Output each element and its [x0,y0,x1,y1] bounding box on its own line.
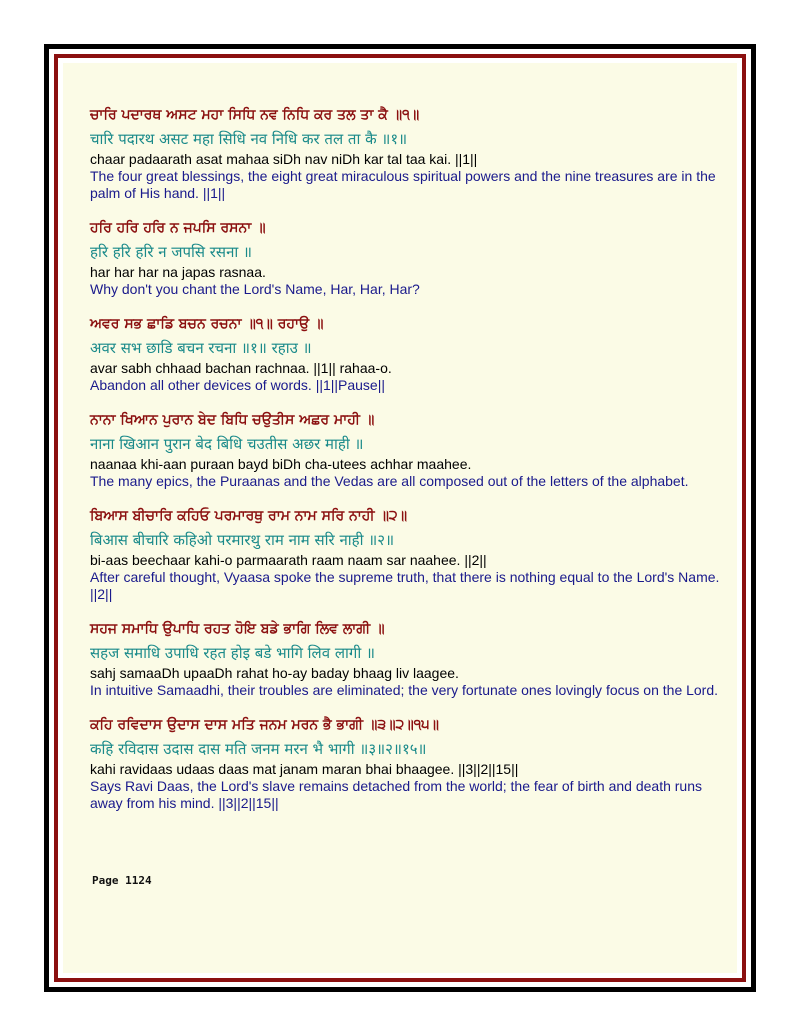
transliteration-line: avar sabh chhaad bachan rachnaa. ||1|| rahaa-o. [90,360,392,376]
verse-block [90,506,730,603]
english-translation: Says Ravi Daas, the Lord's slave remains detached from the world; the fear of birth and death runs away from his mind. ||3||2||15|| [90,778,702,811]
page-frame-gap-inner [58,58,742,978]
page-frame-inner [54,54,746,982]
english-translation: The four great blessings, the eight great miraculous spiritual powers and the nine treasures are in the palm of His hand. ||1|| [90,168,716,201]
gurmukhi-line: ਨਾਨਾ ਖਿਆਨ ਪੁਰਾਨ ਬੇਦ ਬਿਧਿ ਚਉਤੀਸ ਅਛਰ ਮਾਹੀ ॥ [90,412,375,428]
page-paper [63,63,737,973]
verse-block [90,715,730,812]
english-translation: Why don't you chant the Lord's Name, Har, Har, Har? [90,281,420,297]
verse-block [90,105,730,202]
english-translation: Abandon all other devices of words. ||1||Pause|| [90,377,385,393]
hindi-line: बिआस बीचारि कहिओ परमारथु राम नाम सरि नाही ॥२॥ [90,531,395,549]
gurmukhi-line: ਸਹਜ ਸਮਾਧਿ ਉਪਾਧਿ ਰਹਤ ਹੋਇ ਬਡੇ ਭਾਗਿ ਲਿਵ ਲਾਗੀ ॥ [90,621,385,637]
gurmukhi-line: ਚਾਰਿ ਪਦਾਰਥ ਅਸਟ ਮਹਾ ਸਿਧਿ ਨਵ ਨਿਧਿ ਕਰ ਤਲ ਤਾ ਕੈ ॥੧॥ [90,107,420,123]
verse-block [90,619,730,699]
verse-block [90,218,730,298]
hindi-line: अवर सभ छाडि बचन रचना ॥१॥ रहाउ ॥ [90,339,312,357]
english-translation: The many epics, the Puraanas and the Vedas are all composed out of the letters of the alphabet. [90,473,689,489]
gurmukhi-line: ਕਹਿ ਰਵਿਦਾਸ ਉਦਾਸ ਦਾਸ ਮਤਿ ਜਨਮ ਮਰਨ ਭੈ ਭਾਗੀ ॥੩॥੨॥੧੫॥ [90,717,439,733]
hindi-line: कहि रविदास उदास दास मति जनम मरन भै भागी ॥३॥२॥१५॥ [90,740,427,758]
gurmukhi-line: ਅਵਰ ਸਭ ਛਾਡਿ ਬਚਨ ਰਚਨਾ ॥੧॥ ਰਹਾਉ ॥ [90,316,324,332]
hindi-line: नाना खिआन पुरान बेद बिधि चउतीस अछर माही ॥ [90,435,364,453]
english-translation: In intuitive Samaadhi, their troubles are eliminated; the very fortunate ones lovingly focus on the Lord. [90,682,719,698]
transliteration-line: kahi ravidaas udaas daas mat janam maran bhai bhaagee. ||3||2||15|| [90,761,519,777]
transliteration-line: sahj samaaDh upaaDh rahat ho-ay baday bhaag liv laagee. [90,665,459,681]
verse-block [90,314,730,394]
transliteration-line: naanaa khi-aan puraan bayd biDh cha-utees achhar maahee. [90,456,472,472]
english-translation: After careful thought, Vyaasa spoke the supreme truth, that there is nothing equal to the Lord's Name. ||2|| [90,569,720,602]
hindi-line: हरि हरि हरि न जपसि रसना ॥ [90,243,253,261]
verse-block [90,410,730,490]
gurmukhi-line: ਹਰਿ ਹਰਿ ਹਰਿ ਨ ਜਪਸਿ ਰਸਨਾ ॥ [90,220,266,236]
transliteration-line: har har har na japas rasnaa. [90,264,266,280]
hindi-line: चारि पदारथ असट महा सिधि नव निधि कर तल ता कै ॥१॥ [90,130,408,148]
verse-list [90,105,730,828]
gurmukhi-line: ਬਿਆਸ ਬੀਚਾਰਿ ਕਹਿਓ ਪਰਮਾਰਥੁ ਰਾਮ ਨਾਮ ਸਰਿ ਨਾਹੀ ॥੨॥ [90,508,408,524]
hindi-line: सहज समाधि उपाधि रहत होइ बडे भागि लिव लागी ॥ [90,644,375,662]
transliteration-line: chaar padaarath asat mahaa siDh nav niDh kar tal taa kai. ||1|| [90,151,478,167]
page-number: Page 1124 [92,874,152,887]
page-frame-outer [44,44,756,992]
transliteration-line: bi-aas beechaar kahi-o parmaarath raam naam sar naahee. ||2|| [90,552,487,568]
page-frame-gap [49,49,751,987]
